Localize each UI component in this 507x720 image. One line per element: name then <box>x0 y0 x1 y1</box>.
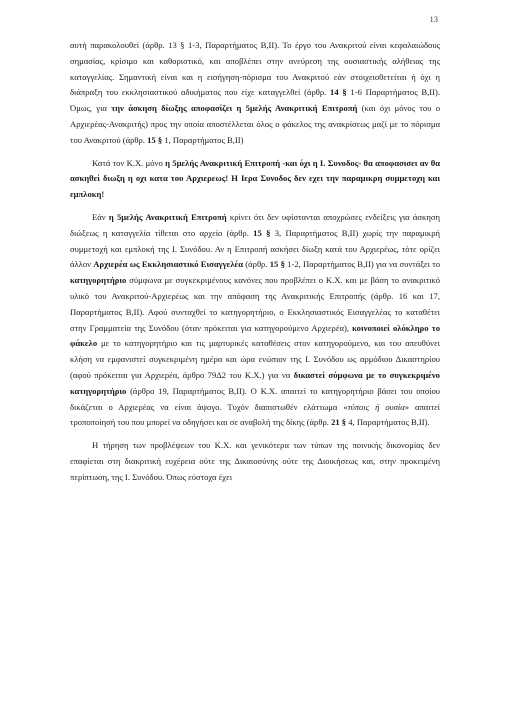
paragraph-p2 <box>70 156 440 203</box>
p1-text-run: 1-6 Παραρτήματος Β,ΙΙ). Όμως, για <box>70 87 440 114</box>
p3-text-run: σύμφωνα με συγκεκριμένους κανόνες που προβλέπει ο Κ.Χ. και με βάση το ανακριτικό υλικό του Ανακριτού-Αρχιερέως και την απόφαση της Ανακριτικής Επιτροπής (άρθρ. 16 και 17, Παραρτήματος Β,ΙΙ). Αφού συνταχθεί το κατηγορητήριο, ο Εκκλησιαστικός Εισαγγελέας το καταθέτει στην Γραμματεία της Συνόδου (όταν πρόκειται για κατηγορούμενο Αρχιερέα), <box>70 275 440 333</box>
p2-text-run: η 5μελής Ανακριτική Επιτροπή -και όχι η Ι. Συνοδος- θα αποφασισει αν θα ασκηθεί διωξη η οχι κατα του Αρχιερεως! Η Ιερα Συνοδος δεν εχει την παραμικρη συμμετοχη και εμπλοκη! <box>70 157 440 200</box>
paragraph-p4 <box>70 438 440 485</box>
paragraph-p1 <box>70 38 440 149</box>
p3-text-run: κρίνει ότι δεν υφίστανται αποχρώσες ενδείξεις για άσκηση διώξεως η καταγγελία τίθεται στο αρχείο (άρθρ. <box>70 211 440 238</box>
p1-text-run: 14 § <box>330 87 347 98</box>
p2-text-run: Κατά τον Κ.Χ. μόνο <box>92 157 166 168</box>
p1-text-run: 15 § <box>147 134 163 145</box>
p3-text-run: 4, Παραρτήματος Β,ΙΙ). <box>346 417 430 428</box>
p1-text-run: αυτή παρακολουθεί (άρθρ. 13 § 1-3, Παραρτήματος Β,ΙΙ). Το έργο του Ανακριτού είναι κεφαλαιώδους σημασίας, κρίσιμο και καθοριστικό, και αποβλέπει στην ανεύρεση της ουσιαστικής αλήθειας της καταγγελίας. Σημαντική είναι και η εισήγηση-πόρισμα του Ανακριτού εάν στοιχειοθετείται ή όχι η διάπραξη του εκκλησιαστικού αδικήματος που είχε καταγγελθεί (άρθρ. <box>70 40 440 98</box>
p3-text-run: (άρθρο 19, Παραρτήματος Β,ΙΙ). Ο Κ.Χ. απαιτεί το κατηγορητήριο βάσει του οποίου δικάζεται ο Αρχιερέας να είναι άψογο. Τυχόν διαπιστωθέν ελάττωμα « <box>70 385 440 412</box>
p3-text-run: 15 § <box>269 259 285 270</box>
p3-text-run: δικαστεί σύμφωνα με το συγκεκριμένο κατηγορητήριο <box>70 369 440 396</box>
p3-text-run: με το κατηγορητήριο και τις μαρτυρικές καταθέσεις στον κατηγορούμενο, και του απευθύνει κλήση να εμφανιστεί συγκεκριμένη ημέρα και ώρα ενώπιον της Ι. Συνόδου ως αρμόδιου Δικαστηρίου (αφού πρόκειται για Αρχιερέα, άρθρο 79Δ2 του Κ.Χ.) για να <box>70 338 440 380</box>
p3-text-run: (άρθρ. <box>243 259 270 270</box>
p3-text-run: 21 § <box>331 417 347 428</box>
p1-text-run: (και όχι μόνος του ο Αρχιερέας-Ανακριτής) προς την οποία αποστέλλεται όλος ο φάκελος της ανακρίσεως μαζί με το πόρισμα του Ανακριτού (άρθρ. <box>70 103 440 145</box>
p3-text-run: Εάν <box>92 211 109 222</box>
p3-text-run: » απαιτεί τροποποίησή του που μπορεί να οδηγήσει και σε αναβολή της δίκης (άρθρ. <box>70 401 440 428</box>
p3-text-run: η 5μελής Ανακριτική Επιτροπή <box>108 211 227 222</box>
p3-text-run: 1-2, Παραρτήματος Β,ΙΙ) για να συντάξει το <box>284 259 440 270</box>
body-text <box>70 38 440 493</box>
p4-text-run: Η τήρηση των προβλέψεων του Κ.Χ. και γενικότερα των τύπων της ποινικής δικονομίας δεν επαφίεται στη διακριτική ευχέρεια ούτε της Δικαιοσύνης ούτε της Διοικήσεως και, στην προκειμένη περίπτωση, της Ι. Συνόδου. Όπως εύστοχα έχει <box>70 440 440 482</box>
paragraph-p3 <box>70 210 440 431</box>
p3-text-run: 15 § <box>253 227 271 238</box>
p1-text-run: την άσκηση δίωξης αποφασίζει η 5μελής Ανακριτική Επιτροπή <box>111 103 358 114</box>
page-number: 13 <box>429 14 438 24</box>
p3-text-run: Αρχιερέα ως Εκκλησιαστικό Εισαγγελέα <box>93 259 244 270</box>
p1-text-run: 1, Παραρτήματος Β,ΙΙ) <box>162 134 244 145</box>
p3-text-run: κοινοποιεί ολόκληρο το φάκελο <box>70 322 440 349</box>
p3-text-run: κατηγορητήριο <box>70 275 127 286</box>
p3-text-run: 3, Παραρτήματος Β,ΙΙ) χωρίς την παραμικρή συμμετοχή και εμπλοκή της Ι. Συνόδου. Αν η Επιτροπή ασκήσει δίωξη κατά του Αρχιερέως, τότε ορίζει άλλον <box>70 227 440 270</box>
p3-text-run: τύποις ή ουσία <box>347 401 405 412</box>
